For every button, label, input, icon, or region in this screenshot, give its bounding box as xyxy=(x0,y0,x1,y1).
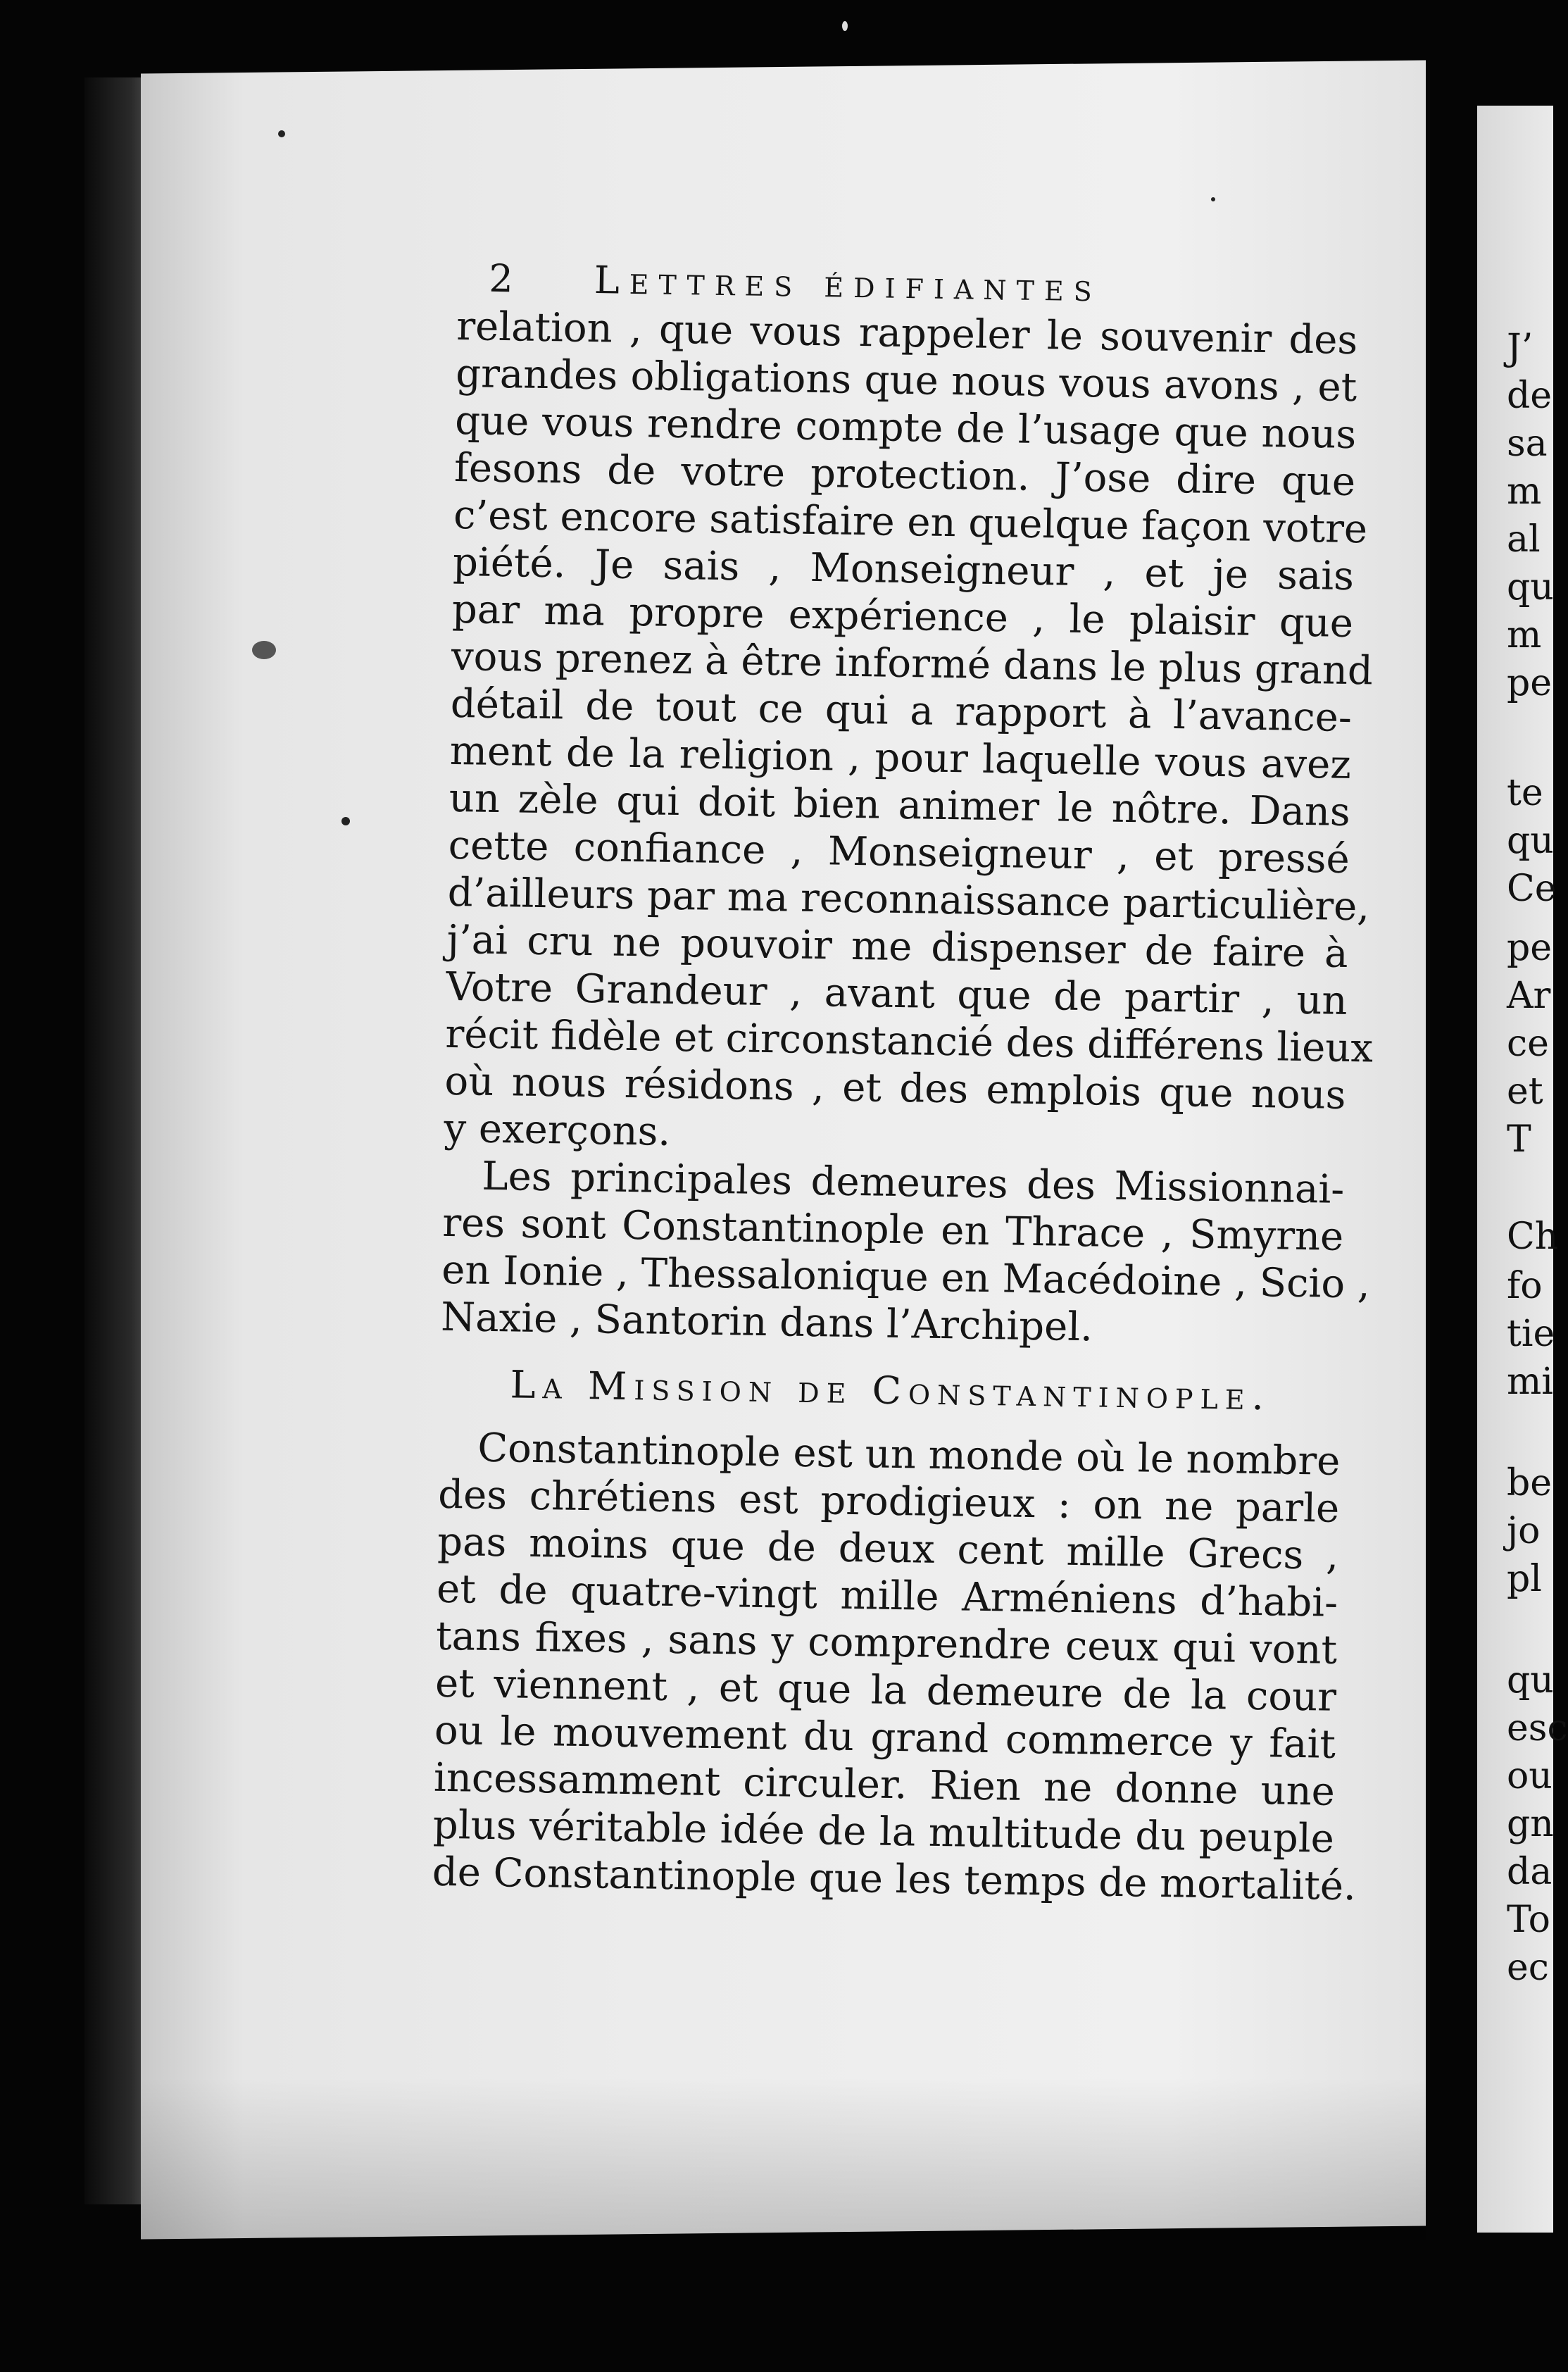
facing-page-fragment: tie xyxy=(1507,1313,1555,1355)
text-line: où nous résidons , et des emplois que nous xyxy=(444,1058,1346,1118)
section-heading: La Mission de Constantinople. xyxy=(510,1362,1272,1419)
text-line: relation , que vous rappeler le souvenir des xyxy=(456,303,1358,364)
text-line: récit fidèle et circonstancié des différens lieux xyxy=(445,1011,1374,1072)
text-line: grandes obligations que nous vous avons , et xyxy=(455,350,1357,411)
text-line: et de quatre-vingt mille Arméniens d’habi- xyxy=(436,1566,1338,1626)
facing-page-fragment: To xyxy=(1507,1899,1550,1941)
page-bottom-shadow xyxy=(141,2078,1426,2240)
facing-page-fragment: qu xyxy=(1507,820,1554,862)
page-number: 2 xyxy=(488,256,524,301)
facing-page-fragment: qu xyxy=(1507,566,1554,608)
text-line: que vous rendre compte de l’usage que nous xyxy=(454,397,1357,458)
text-line: en Ionie , Thessalonique en Macédoine , Scio , xyxy=(441,1247,1371,1308)
facing-page-fragment: da xyxy=(1507,1851,1553,1893)
scan-speck xyxy=(842,21,848,31)
facing-page-fragment: m xyxy=(1507,614,1542,656)
facing-page-fragment: m xyxy=(1507,470,1542,513)
text-line: Constantinople est un monde où le nombre xyxy=(477,1425,1341,1485)
facing-page-fragment: Ce xyxy=(1507,868,1557,910)
facing-page-fragment: mi xyxy=(1507,1361,1553,1403)
text-line: tans fixes , sans y comprendre ceux qui vont xyxy=(435,1613,1338,1673)
paragraph xyxy=(432,1424,1357,1910)
text-line: Les principales demeures des Missionnai- xyxy=(481,1153,1345,1213)
facing-page-fragment: qu xyxy=(1507,1659,1554,1702)
facing-page-fragment: de xyxy=(1507,375,1553,417)
text-line: ou le mouvement du grand commerce y fait xyxy=(434,1707,1336,1768)
text-line: Votre Grandeur , avant que de partir , un xyxy=(446,963,1348,1024)
text-line: par ma propre expérience , le plaisir que xyxy=(451,586,1354,647)
text-line: des chrétiens est prodigieux : on ne parle xyxy=(437,1471,1340,1532)
facing-page-fragment: T xyxy=(1507,1118,1531,1161)
facing-page-fragment: gn xyxy=(1507,1803,1554,1845)
scan-speck xyxy=(1211,197,1215,201)
text-line: res sont Constantinople en Thrace , Smyrne xyxy=(441,1199,1344,1260)
text-line: piété. Je sais , Monseigneur , et je sais xyxy=(452,539,1355,600)
facing-page-fragment: ou xyxy=(1507,1755,1553,1797)
text-line: j’ai cru ne pouvoir me dispenser de faire à xyxy=(446,916,1349,977)
text-line: c’est encore satisfaire en quelque façon votre xyxy=(453,492,1368,553)
text-line: détail de tout ce qui a rapport à l’avance- xyxy=(450,680,1353,742)
text-line: y exerçons. xyxy=(443,1105,671,1155)
text-line: plus véritable idée de la multitude du peuple xyxy=(432,1802,1335,1862)
paragraph xyxy=(440,1152,1371,1355)
facing-page-fragment: Ar xyxy=(1507,975,1551,1017)
text-line: de Constantinople que les temps de mortalité. xyxy=(432,1849,1357,1910)
facing-page-fragment: ec xyxy=(1507,1947,1549,1989)
text-line: cette confiance , Monseigneur , et pressé xyxy=(448,822,1350,882)
scan-speck xyxy=(341,817,350,825)
paragraph xyxy=(443,303,1374,1166)
text-line: ment de la religion , pour laquelle vous avez xyxy=(449,728,1352,789)
page-text xyxy=(432,254,1374,1910)
facing-page-fragment: jo xyxy=(1507,1510,1541,1552)
facing-page-fragment: fo xyxy=(1507,1265,1543,1307)
text-line: pas moins que de deux cent mille Grecs , xyxy=(437,1518,1339,1579)
text-line: vous prenez à être informé dans le plus grand xyxy=(451,633,1374,694)
running-title: Lettres édifiantes xyxy=(594,258,1103,311)
text-line: un zèle qui doit bien animer le nôtre. Dans xyxy=(449,775,1351,836)
text-line: d’ailleurs par ma reconnaissance particulière, xyxy=(447,869,1370,930)
facing-page-fragment: Ch xyxy=(1507,1216,1559,1258)
facing-page-fragment: pe xyxy=(1507,927,1553,969)
facing-page-fragment: esc xyxy=(1507,1707,1568,1749)
facing-page-fragment: te xyxy=(1507,772,1543,814)
text-line: et viennent , et que la demeure de la cour xyxy=(434,1660,1337,1721)
text-line: fesons de votre protection. J’ose dire que xyxy=(453,444,1356,506)
scan-speck xyxy=(278,130,285,137)
facing-page-fragment: J’ xyxy=(1507,327,1533,369)
facing-page-fragment: et xyxy=(1507,1070,1543,1113)
text-line: incessamment circuler. Rien ne donne une xyxy=(433,1754,1336,1815)
facing-page-fragment: sa xyxy=(1507,423,1548,465)
text-line: Naxie , Santorin dans l’Archipel. xyxy=(440,1294,1093,1351)
facing-page-fragment: ce xyxy=(1507,1023,1549,1065)
facing-page-fragment: al xyxy=(1507,518,1541,561)
facing-page-fragment: be xyxy=(1507,1462,1553,1504)
scan-speck xyxy=(252,641,276,659)
facing-page-fragment: pl xyxy=(1507,1558,1542,1600)
facing-page-fragment: pe xyxy=(1507,662,1553,704)
